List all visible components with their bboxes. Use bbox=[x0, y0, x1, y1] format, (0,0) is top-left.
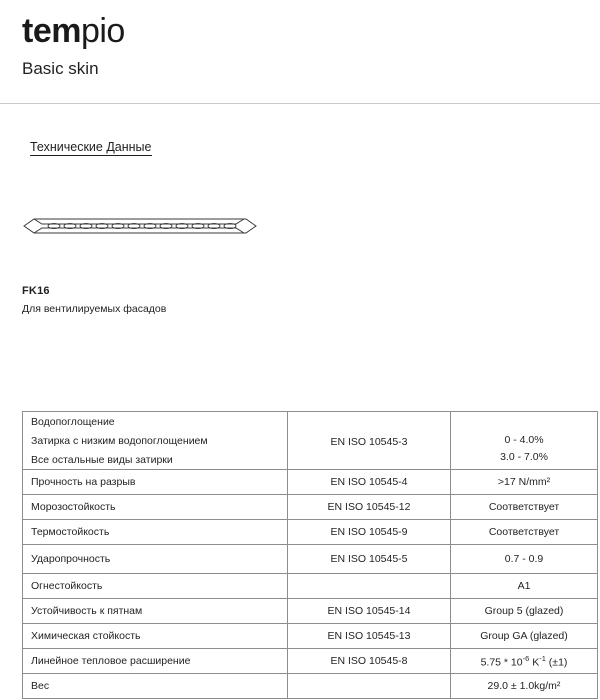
property-line: Затирка с низким водопоглощением bbox=[31, 435, 208, 447]
table-row bbox=[23, 574, 598, 599]
table-cell-norm: EN ISO 10545-14 bbox=[288, 599, 451, 624]
technical-data-table bbox=[22, 411, 598, 699]
table-cell-norm: EN ISO 10545-13 bbox=[288, 624, 451, 649]
table-cell-value: Соответствует bbox=[451, 495, 598, 520]
property-line: Водопоглощение bbox=[31, 416, 115, 428]
table-cell-norm bbox=[288, 412, 451, 470]
table-row bbox=[23, 412, 598, 470]
header-divider bbox=[0, 103, 600, 104]
table-cell-norm: EN ISO 10545-5 bbox=[288, 545, 451, 574]
table-row bbox=[23, 470, 598, 495]
value-exponent-1: -6 bbox=[522, 653, 530, 663]
value-prefix: 5.75 * 10 bbox=[480, 656, 523, 669]
table-row bbox=[23, 599, 598, 624]
logo-text-bold: tem bbox=[22, 12, 81, 50]
logo-text-light: pio bbox=[80, 12, 125, 50]
table-cell-property: Ударопрочность bbox=[23, 545, 288, 574]
table-row bbox=[23, 495, 598, 520]
table-cell-norm: EN ISO 10545-9 bbox=[288, 520, 451, 545]
value-exponent-2: -1 bbox=[539, 653, 546, 663]
table-cell-property-group bbox=[23, 412, 288, 470]
table-row bbox=[23, 545, 598, 574]
value-mid: K bbox=[529, 656, 540, 669]
table-cell-property: Огнестойкость bbox=[23, 574, 288, 599]
table-cell-norm: EN ISO 10545-8 bbox=[288, 649, 451, 674]
table-row bbox=[23, 624, 598, 649]
norm-text: EN ISO 10545-3 bbox=[330, 435, 408, 448]
value-line: 0 - 4.0% bbox=[504, 434, 544, 446]
table-cell-property: Прочность на разрыв bbox=[23, 470, 288, 495]
table-cell-norm bbox=[288, 574, 451, 599]
table-cell-property: Морозостойкость bbox=[23, 495, 288, 520]
brand-logo bbox=[22, 14, 125, 48]
page-subtitle: Basic skin bbox=[22, 59, 99, 78]
table-cell-property: Устойчивость к пятнам bbox=[23, 599, 288, 624]
table-cell-value: >17 N/mm² bbox=[451, 470, 598, 495]
property-line: Все остальные виды затирки bbox=[31, 454, 173, 466]
table-cell-property: Вес bbox=[23, 674, 288, 699]
value-suffix: (±1) bbox=[545, 656, 568, 669]
table-cell-norm bbox=[288, 674, 451, 699]
product-description: Для вентилируемых фасадов bbox=[22, 303, 167, 315]
table-cell-value: 29.0 ± 1.0kg/m² bbox=[451, 674, 598, 699]
table-cell-value: Group 5 (glazed) bbox=[451, 599, 598, 624]
value-line: 3.0 - 7.0% bbox=[500, 451, 548, 463]
table-cell-property: Термостойкость bbox=[23, 520, 288, 545]
table-row bbox=[23, 649, 598, 674]
table-cell-property: Химическая стойкость bbox=[23, 624, 288, 649]
table-row bbox=[23, 674, 598, 699]
table-cell-norm: EN ISO 10545-4 bbox=[288, 470, 451, 495]
product-code: FK16 bbox=[22, 285, 50, 297]
table-cell-value-group bbox=[451, 412, 598, 470]
table-cell-value: A1 bbox=[451, 574, 598, 599]
table-row bbox=[23, 520, 598, 545]
table-cell-property: Линейное тепловое расширение bbox=[23, 649, 288, 674]
table-cell-value bbox=[451, 649, 598, 674]
table-cell-value: Соответствует bbox=[451, 520, 598, 545]
table-cell-value: 0.7 - 0.9 bbox=[451, 545, 598, 574]
profile-cross-section-icon bbox=[20, 208, 260, 243]
table-cell-norm: EN ISO 10545-12 bbox=[288, 495, 451, 520]
table-cell-value: Group GA (glazed) bbox=[451, 624, 598, 649]
section-heading: Технические Данные bbox=[30, 140, 152, 154]
